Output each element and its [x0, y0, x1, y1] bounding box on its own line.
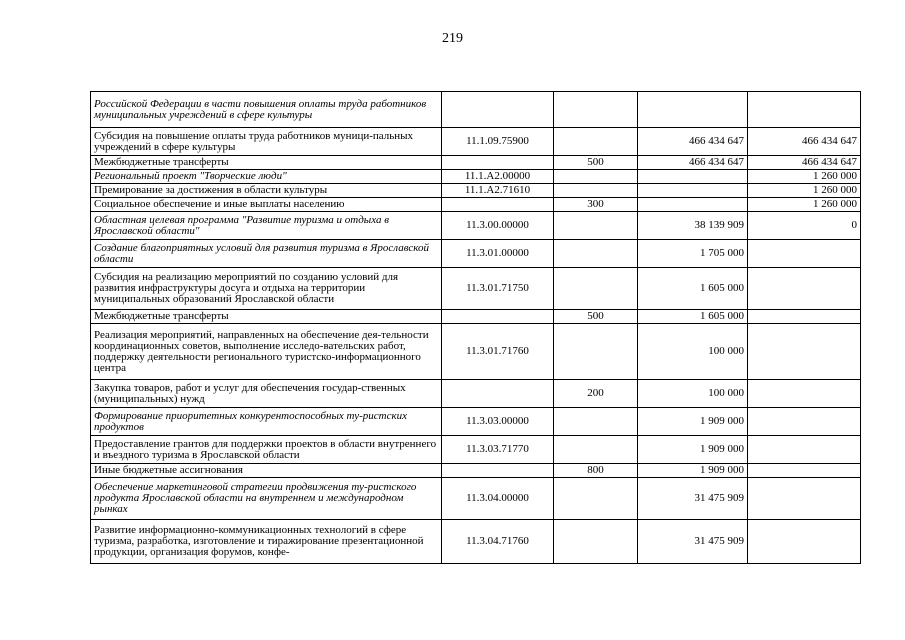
table-row [91, 92, 861, 128]
row-amount-year2-cell: 1 260 000 [748, 184, 861, 198]
row-amount-year2-cell [748, 436, 861, 464]
row-amount-year1-cell: 100 000 [638, 324, 748, 380]
row-name-cell: Российской Федерации в части повышения оплаты труда работников муниципальных учреждений в сфере культуры [91, 92, 442, 128]
row-amount-year1-cell: 466 434 647 [638, 128, 748, 156]
row-code-cell: 11.3.00.00000 [442, 212, 554, 240]
table-row [91, 324, 861, 380]
row-expense-type-cell [554, 184, 638, 198]
row-expense-type-cell: 200 [554, 380, 638, 408]
row-amount-year1-cell: 38 139 909 [638, 212, 748, 240]
row-amount-year1-cell: 31 475 909 [638, 478, 748, 520]
row-amount-year2-cell: 1 260 000 [748, 198, 861, 212]
row-amount-year1-cell: 100 000 [638, 380, 748, 408]
row-expense-type-cell [554, 170, 638, 184]
row-amount-year1-cell: 31 475 909 [638, 520, 748, 564]
row-expense-type-cell [554, 92, 638, 128]
row-code-cell [442, 156, 554, 170]
table-row [91, 478, 861, 520]
table-row [91, 380, 861, 408]
table-row [91, 170, 861, 184]
row-name-cell: Субсидия на повышение оплаты труда работников муници-пальных учреждений в сфере культуры [91, 128, 442, 156]
row-amount-year1-cell: 1 605 000 [638, 310, 748, 324]
row-expense-type-cell [554, 408, 638, 436]
table-row [91, 156, 861, 170]
row-amount-year1-cell: 1 909 000 [638, 436, 748, 464]
row-name-cell: Областная целевая программа "Развитие туризма и отдыха в Ярославской области" [91, 212, 442, 240]
row-expense-type-cell [554, 478, 638, 520]
row-amount-year1-cell [638, 198, 748, 212]
row-code-cell: 11.1.A2.00000 [442, 170, 554, 184]
row-amount-year2-cell: 0 [748, 212, 861, 240]
row-expense-type-cell [554, 128, 638, 156]
table-row [91, 184, 861, 198]
row-amount-year1-cell: 466 434 647 [638, 156, 748, 170]
row-amount-year2-cell [748, 380, 861, 408]
table-row [91, 464, 861, 478]
row-expense-type-cell [554, 240, 638, 268]
table-row [91, 240, 861, 268]
row-amount-year1-cell [638, 92, 748, 128]
row-name-cell: Развитие информационно-коммуникационных технологий в сфере туризма, разработка, изготовление и тиражирование презентационной продукции, организация форумов, конфе- [91, 520, 442, 564]
row-code-cell: 11.3.03.00000 [442, 408, 554, 436]
row-name-cell: Предоставление грантов для поддержки проектов в области внутреннего и въездного туризма в Ярославской области [91, 436, 442, 464]
row-code-cell: 11.3.01.71760 [442, 324, 554, 380]
row-name-cell: Премирование за достижения в области культуры [91, 184, 442, 198]
budget-table-body [91, 92, 861, 564]
row-code-cell [442, 92, 554, 128]
row-name-cell: Субсидия на реализацию мероприятий по созданию условий для развития инфраструктуры досуга и отдыха на территории муниципальных образований Ярославской области [91, 268, 442, 310]
row-expense-type-cell: 300 [554, 198, 638, 212]
row-amount-year2-cell: 466 434 647 [748, 128, 861, 156]
row-expense-type-cell [554, 436, 638, 464]
row-amount-year1-cell [638, 170, 748, 184]
row-expense-type-cell: 500 [554, 310, 638, 324]
row-code-cell [442, 380, 554, 408]
row-expense-type-cell [554, 212, 638, 240]
row-code-cell: 11.1.A2.71610 [442, 184, 554, 198]
row-name-cell: Региональный проект "Творческие люди" [91, 170, 442, 184]
row-amount-year2-cell [748, 478, 861, 520]
row-amount-year1-cell [638, 184, 748, 198]
row-amount-year2-cell [748, 520, 861, 564]
table-row [91, 520, 861, 564]
page-number: 219 [442, 31, 463, 46]
row-name-cell: Создание благоприятных условий для развития туризма в Ярославской области [91, 240, 442, 268]
table-row [91, 268, 861, 310]
row-amount-year2-cell [748, 240, 861, 268]
row-name-cell: Формирование приоритетных конкурентоспособных ту-ристских продуктов [91, 408, 442, 436]
row-expense-type-cell: 800 [554, 464, 638, 478]
row-amount-year1-cell: 1 705 000 [638, 240, 748, 268]
row-expense-type-cell [554, 520, 638, 564]
row-code-cell: 11.3.04.71760 [442, 520, 554, 564]
row-code-cell [442, 310, 554, 324]
row-name-cell: Закупка товаров, работ и услуг для обеспечения государ-ственных (муниципальных) нужд [91, 380, 442, 408]
row-code-cell: 11.3.01.00000 [442, 240, 554, 268]
row-amount-year2-cell: 466 434 647 [748, 156, 861, 170]
table-row [91, 310, 861, 324]
row-code-cell: 11.1.09.75900 [442, 128, 554, 156]
table-row [91, 128, 861, 156]
row-name-cell: Обеспечение маркетинговой стратегии продвижения ту-ристского продукта Ярославской области на внутреннем и международном рынках [91, 478, 442, 520]
row-code-cell [442, 198, 554, 212]
table-row [91, 198, 861, 212]
row-amount-year2-cell [748, 324, 861, 380]
row-code-cell: 11.3.04.00000 [442, 478, 554, 520]
row-amount-year1-cell: 1 605 000 [638, 268, 748, 310]
table-row [91, 408, 861, 436]
row-code-cell: 11.3.03.71770 [442, 436, 554, 464]
row-amount-year2-cell [748, 464, 861, 478]
row-expense-type-cell [554, 268, 638, 310]
row-name-cell: Социальное обеспечение и иные выплаты населению [91, 198, 442, 212]
row-code-cell [442, 464, 554, 478]
table-row [91, 436, 861, 464]
row-amount-year2-cell [748, 92, 861, 128]
row-expense-type-cell: 500 [554, 156, 638, 170]
row-expense-type-cell [554, 324, 638, 380]
row-name-cell: Межбюджетные трансферты [91, 310, 442, 324]
budget-table [90, 91, 861, 564]
row-amount-year1-cell: 1 909 000 [638, 408, 748, 436]
row-name-cell: Реализация мероприятий, направленных на обеспечение дея-тельности координационных советов, выполнение исследо-вательских работ, поддержку деятельности регионального туристско-информационного центра [91, 324, 442, 380]
row-amount-year2-cell [748, 310, 861, 324]
row-code-cell: 11.3.01.71750 [442, 268, 554, 310]
row-amount-year1-cell: 1 909 000 [638, 464, 748, 478]
table-row [91, 212, 861, 240]
row-amount-year2-cell: 1 260 000 [748, 170, 861, 184]
row-name-cell: Иные бюджетные ассигнования [91, 464, 442, 478]
row-amount-year2-cell [748, 408, 861, 436]
row-name-cell: Межбюджетные трансферты [91, 156, 442, 170]
row-amount-year2-cell [748, 268, 861, 310]
